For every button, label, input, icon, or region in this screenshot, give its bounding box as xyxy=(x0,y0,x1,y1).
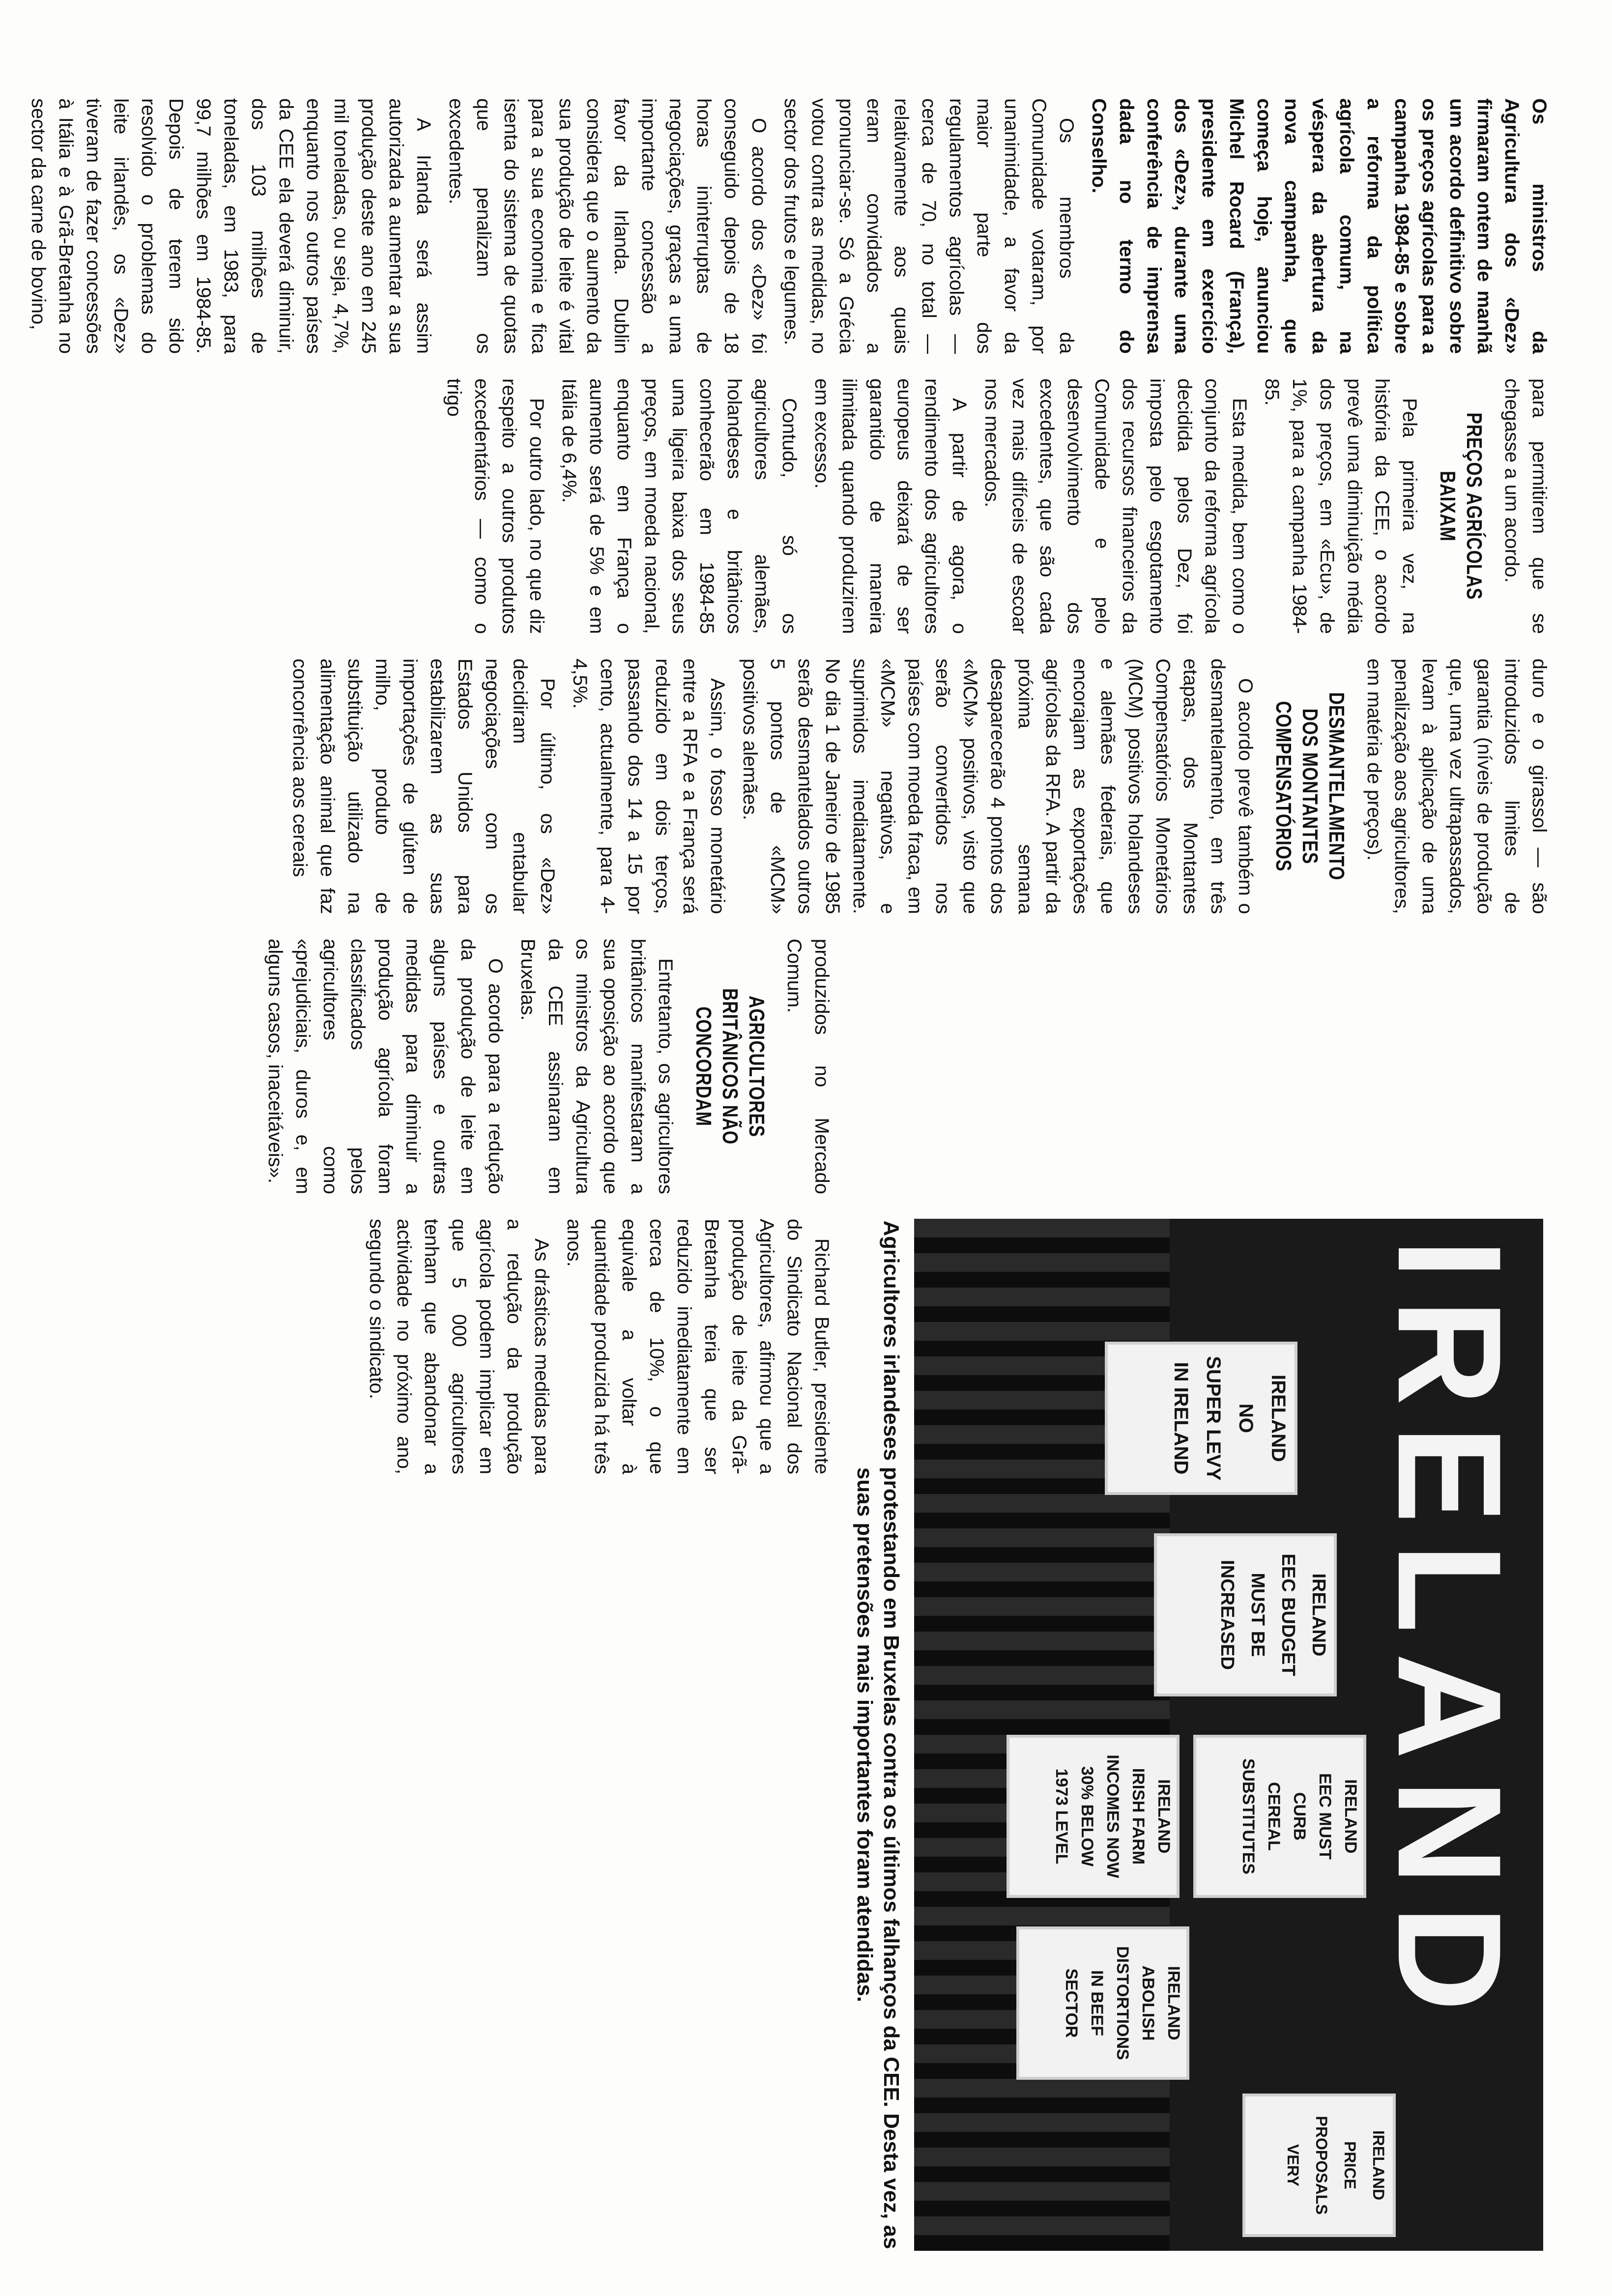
paragraph: Os membros da Comunidade votaram, por unanimidade, a favor da maior parte dos regulamentos agrícolas — cerca de 70, no total — relativamente aos quais eram convidados a pronunciar-se. Só a Grécia votou contra as medidas, no sector dos frutos e legumes. xyxy=(780,98,1077,354)
paragraph: A partir de agora, o rendimento dos agricultores europeus deixará de ser garantido de maneira ilimitada quando produzirem em excesso. xyxy=(811,378,970,634)
column-5 xyxy=(358,1219,835,1474)
paragraph: Pela primeira vez, na história da CEE, o acordo prevê uma diminuição média dos preços, em «Ecu», de 1%, para a campanha 1984-85. xyxy=(1261,378,1420,634)
placard: IRELAND EEC MUST CURB CEREAL SUBSTITUTES xyxy=(1193,1735,1366,1898)
paragraph: A Irlanda será assim autorizada a aumentar a sua produção deste ano em 245 mil toneladas, ou seja, 4,7%, enquanto nos outros países da CEE ela deverá diminuir, dos 103 milhões de toneladas, em 1983, para 99,7 milhões em 1984-85. Depois de terem sido resolvido o problemas do leite irlandês, os «Dez» tiveram de fazer concessões à Itália e à Grã-Bretanha no sector da carne de bovino, xyxy=(28,98,434,354)
paragraph: O acordo dos «Dez» foi conseguido depois de 18 horas ininterruptas de negociações, graças a uma importante concessão a favor da Irlanda. Dublin considera que o aumento da sua produção de leite é vital para a sua economia e fica isenta do sistema de quotas que penalizam os excedentes. xyxy=(445,98,770,354)
subhead-desmantelamento: DESMANTELAMENTO DOS MONTANTES COMPENSATÓRIOS xyxy=(1271,692,1349,881)
paragraph: produzidos no Mercado Comum. xyxy=(783,939,833,1194)
paragraph: duro e o girassol — são introduzidos limites de garantia (níveis de produção que, uma vez ultrapassados, levam à aplicação de uma penalização aos agricultores, em matéria de preços). xyxy=(1363,659,1550,914)
placard: IRELAND IRISH FARM INCOMES NOW 30% BELOW 1973 LEVEL xyxy=(1007,1735,1180,1898)
paragraph: O acordo para a redução da produção de leite em alguns países e outras medidas para diminuir a produção agrícola foram classificados pelos agricultores como «prejudiciais, duros e, em alguns casos, inaceitáveis». xyxy=(264,939,506,1194)
column-3 xyxy=(281,659,1553,914)
column-2 xyxy=(435,378,1553,634)
placard: IRELAND EEC BUDGET MUST BE INCREASED xyxy=(1154,1533,1337,1696)
newspaper-article xyxy=(28,98,1553,2251)
subhead-britanicos: AGRICULTORES BRITÂNICOS NÃO CONCORDAM xyxy=(691,988,769,1145)
placard: IRELAND NO SUPER LEVY IN IRELAND xyxy=(1105,1342,1297,1495)
article-lead: Os ministros da Agricultura dos «Dez» firmaram ontem de manhã um acordo definitivo sobre os preços agrícolas para a campanha 1984-85 e sobre a reforma da política agrícola comum, na véspera da abertura da nova campanha, que começa hoje, anunciou Michel Rocard (França), presidente em exercício dos «Dez», durante uma conferência de imprensa dada no termo do Conselho. xyxy=(1088,98,1550,354)
paragraph: Assim, o fosso monetário entre a RFA e a França será reduzido em dois terços, passando dos 14 a 15 por cento, actualmente, para 4-4,5%. xyxy=(569,659,728,914)
paragraph: As drásticas medidas para a redução da produção agrícola podem implicar em que 5 000 agricultores tenham que abandonar a actividade no próximo ano, segundo o sindicato. xyxy=(366,1219,552,1474)
paragraph: Contudo, só os agricultores alemães, holandeses e britânicos conhecerão em 1984-85 uma ligeira baixa dos seus preços, em moeda nacional, enquanto em França o aumento será de 5% e em Itália de 6,4%. xyxy=(558,378,800,634)
paragraph: Richard Butler, presidente do Sindicato Nacional dos Agricultores, afirmou que a produção de leite da Grã-Bretanha teria que ser reduzido imediatamente em cerca de 10%, o que equivale a voltar à quantidade produzida há três anos. xyxy=(563,1219,833,1474)
paragraph: Esta medida, bem como o conjunto da reforma agrícola decidida pelos Dez, foi imposta pelo esgotamento dos recursos financeiros da Comunidade e pelo desenvolvimento dos excedentes, que são cada vez mais difíceis de escoar nos mercados. xyxy=(981,378,1250,634)
paragraph: Por último, os «Dez» decidiram entabular negociações com os Estados Unidos para estabilizarem as suas importações de glúten de milho, produto de substituição utilizado na alimentação animal que faz concorrência aos cereais xyxy=(289,659,558,914)
placard: IRELAND ABOLISH DISTORTIONS IN BEEF SECTOR xyxy=(1016,1926,1189,2080)
photo-caption: Agricultores irlandeses protestando em Bruxelas contra os últimos falhanços da CEE. Desta vez, as suas pretensões mais importantes foram atendidas. xyxy=(853,1220,903,2249)
protest-photo xyxy=(914,1219,1543,2251)
paragraph: para permitirem que se chegasse a um acordo. xyxy=(1501,378,1550,634)
column-4 xyxy=(257,939,835,1194)
subhead-precos: PREÇOS AGRÍCOLAS BAIXAM xyxy=(1436,412,1486,600)
paragraph: O acordo prevê também o desmantelamento, em três etapas, dos Montantes Compensatórios Monetários (MCM) positivos holandeses e alemães federais, que encorajam as exportações agrícolas da RFA. A partir da próxima semana desaparecerão 4 pontos dos «MCM» positivos, visto que serão convertidos nos países com moeda fraca, em «MCM» negativos, e suprimidos imediatamente. No dia 1 de Janeiro de 1985 serão desmantelados outros 5 pontos de «MCM» positivos alemães. xyxy=(739,659,1256,914)
paragraph: Entretanto, os agricultores britânicos manifestaram a sua oposição ao acordo que os ministros da Agricultura da CEE assinaram em Bruxelas. xyxy=(517,939,676,1194)
column-1 xyxy=(20,98,1553,354)
banner-ireland: IRELAND xyxy=(1367,1238,1532,2032)
paragraph: Por outro lado, no que diz respeito a outros produtos excedentários — como o trigo xyxy=(443,378,547,634)
placard: IRELAND PRICE PROPOSALS VERY xyxy=(1242,2094,1396,2237)
